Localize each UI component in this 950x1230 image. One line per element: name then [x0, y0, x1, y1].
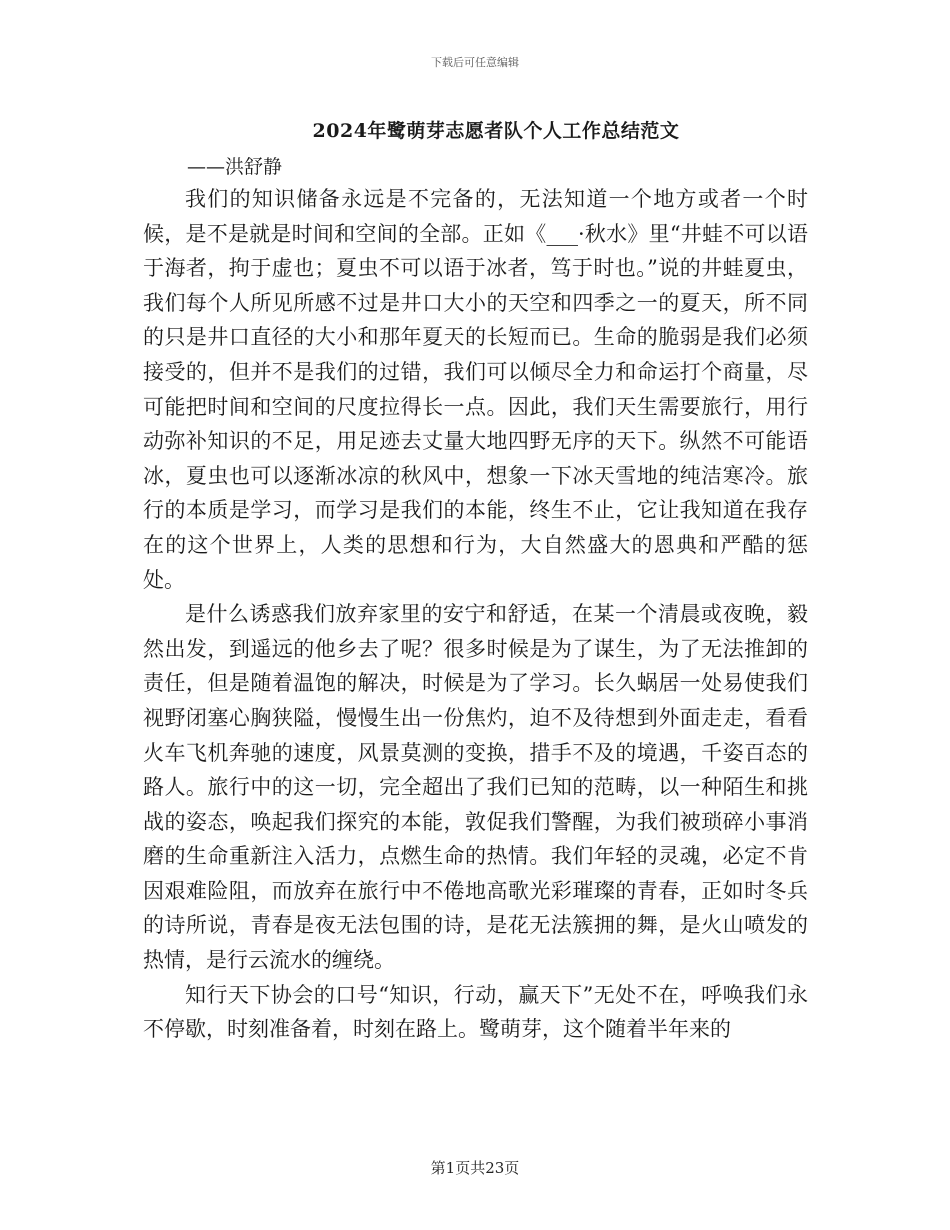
document-body [143, 182, 808, 1047]
paragraph-2: 是什么诱惑我们放弃家里的安宁和舒适，在某一个清晨或夜晚，毅然出发，到遥远的他乡去了呢？很多时候是为了谋生，为了无法推卸的责任，但是随着温饱的解决，时候是为了学习。长久蜗居一处易使我们视野闭塞心胸狭隘，慢慢生出一份焦灼，迫不及待想到外面走走，看看火车飞机奔驰的速度，风景莫测的变换，措手不及的境遇，千姿百态的路人。旅行中的这一切，完全超出了我们已知的范畴，以一种陌生和挑战的姿态，唤起我们探究的本能，敦促我们警醒，为我们被琐碎小事消磨的生命重新注入活力，点燃生命的热情。我们年轻的灵魂，必定不肯因艰难险阻，而放弃在旅行中不倦地高歌光彩璀璨的青春，正如时冬兵的诗所说，青春是夜无法包围的诗，是花无法簇拥的舞，是火山喷发的热情，是行云流水的缠绕。 [143, 602, 808, 973]
page-header-note: 下载后可任意编辑 [431, 56, 519, 69]
paragraph-3: 知行天下协会的口号“知识，行动，赢天下”无处不在，呼唤我们永不停歇，时刻准备着，时刻在路上。鹭萌芽，这个随着半年来的 [143, 982, 808, 1042]
page-footer: 第1页共23页 [430, 1159, 520, 1177]
document-title: 2024年鹭萌芽志愿者队个人工作总结范文 [312, 120, 680, 142]
document-author: ——洪舒静 [187, 156, 283, 178]
paragraph-1: 我们的知识储备永远是不完备的，无法知道一个地方或者一个时候，是不是就是时间和空间的全部。正如《___·秋水》里“井蛙不可以语于海者，拘于虚也；夏虫不可以语于冰者，笃于时也。”说的井蛙夏虫，我们每个人所见所感不过是井口大小的天空和四季之一的夏天，所不同的只是井口直径的大小和那年夏天的长短而已。生命的脆弱是我们必须接受的，但并不是我们的过错，我们可以倾尽全力和命运打个商量，尽可能把时间和空间的尺度拉得长一点。因此，我们天生需要旅行，用行动弥补知识的不足，用足迹去丈量大地四野无序的天下。纵然不可能语冰，夏虫也可以逐渐冰凉的秋风中，想象一下冰天雪地的纯洁寒冷。旅行的本质是学习，而学习是我们的本能，终生不止，它让我知道在我存在的这个世界上，人类的思想和行为，大自然盛大的恩典和严酷的惩处。 [143, 187, 808, 592]
